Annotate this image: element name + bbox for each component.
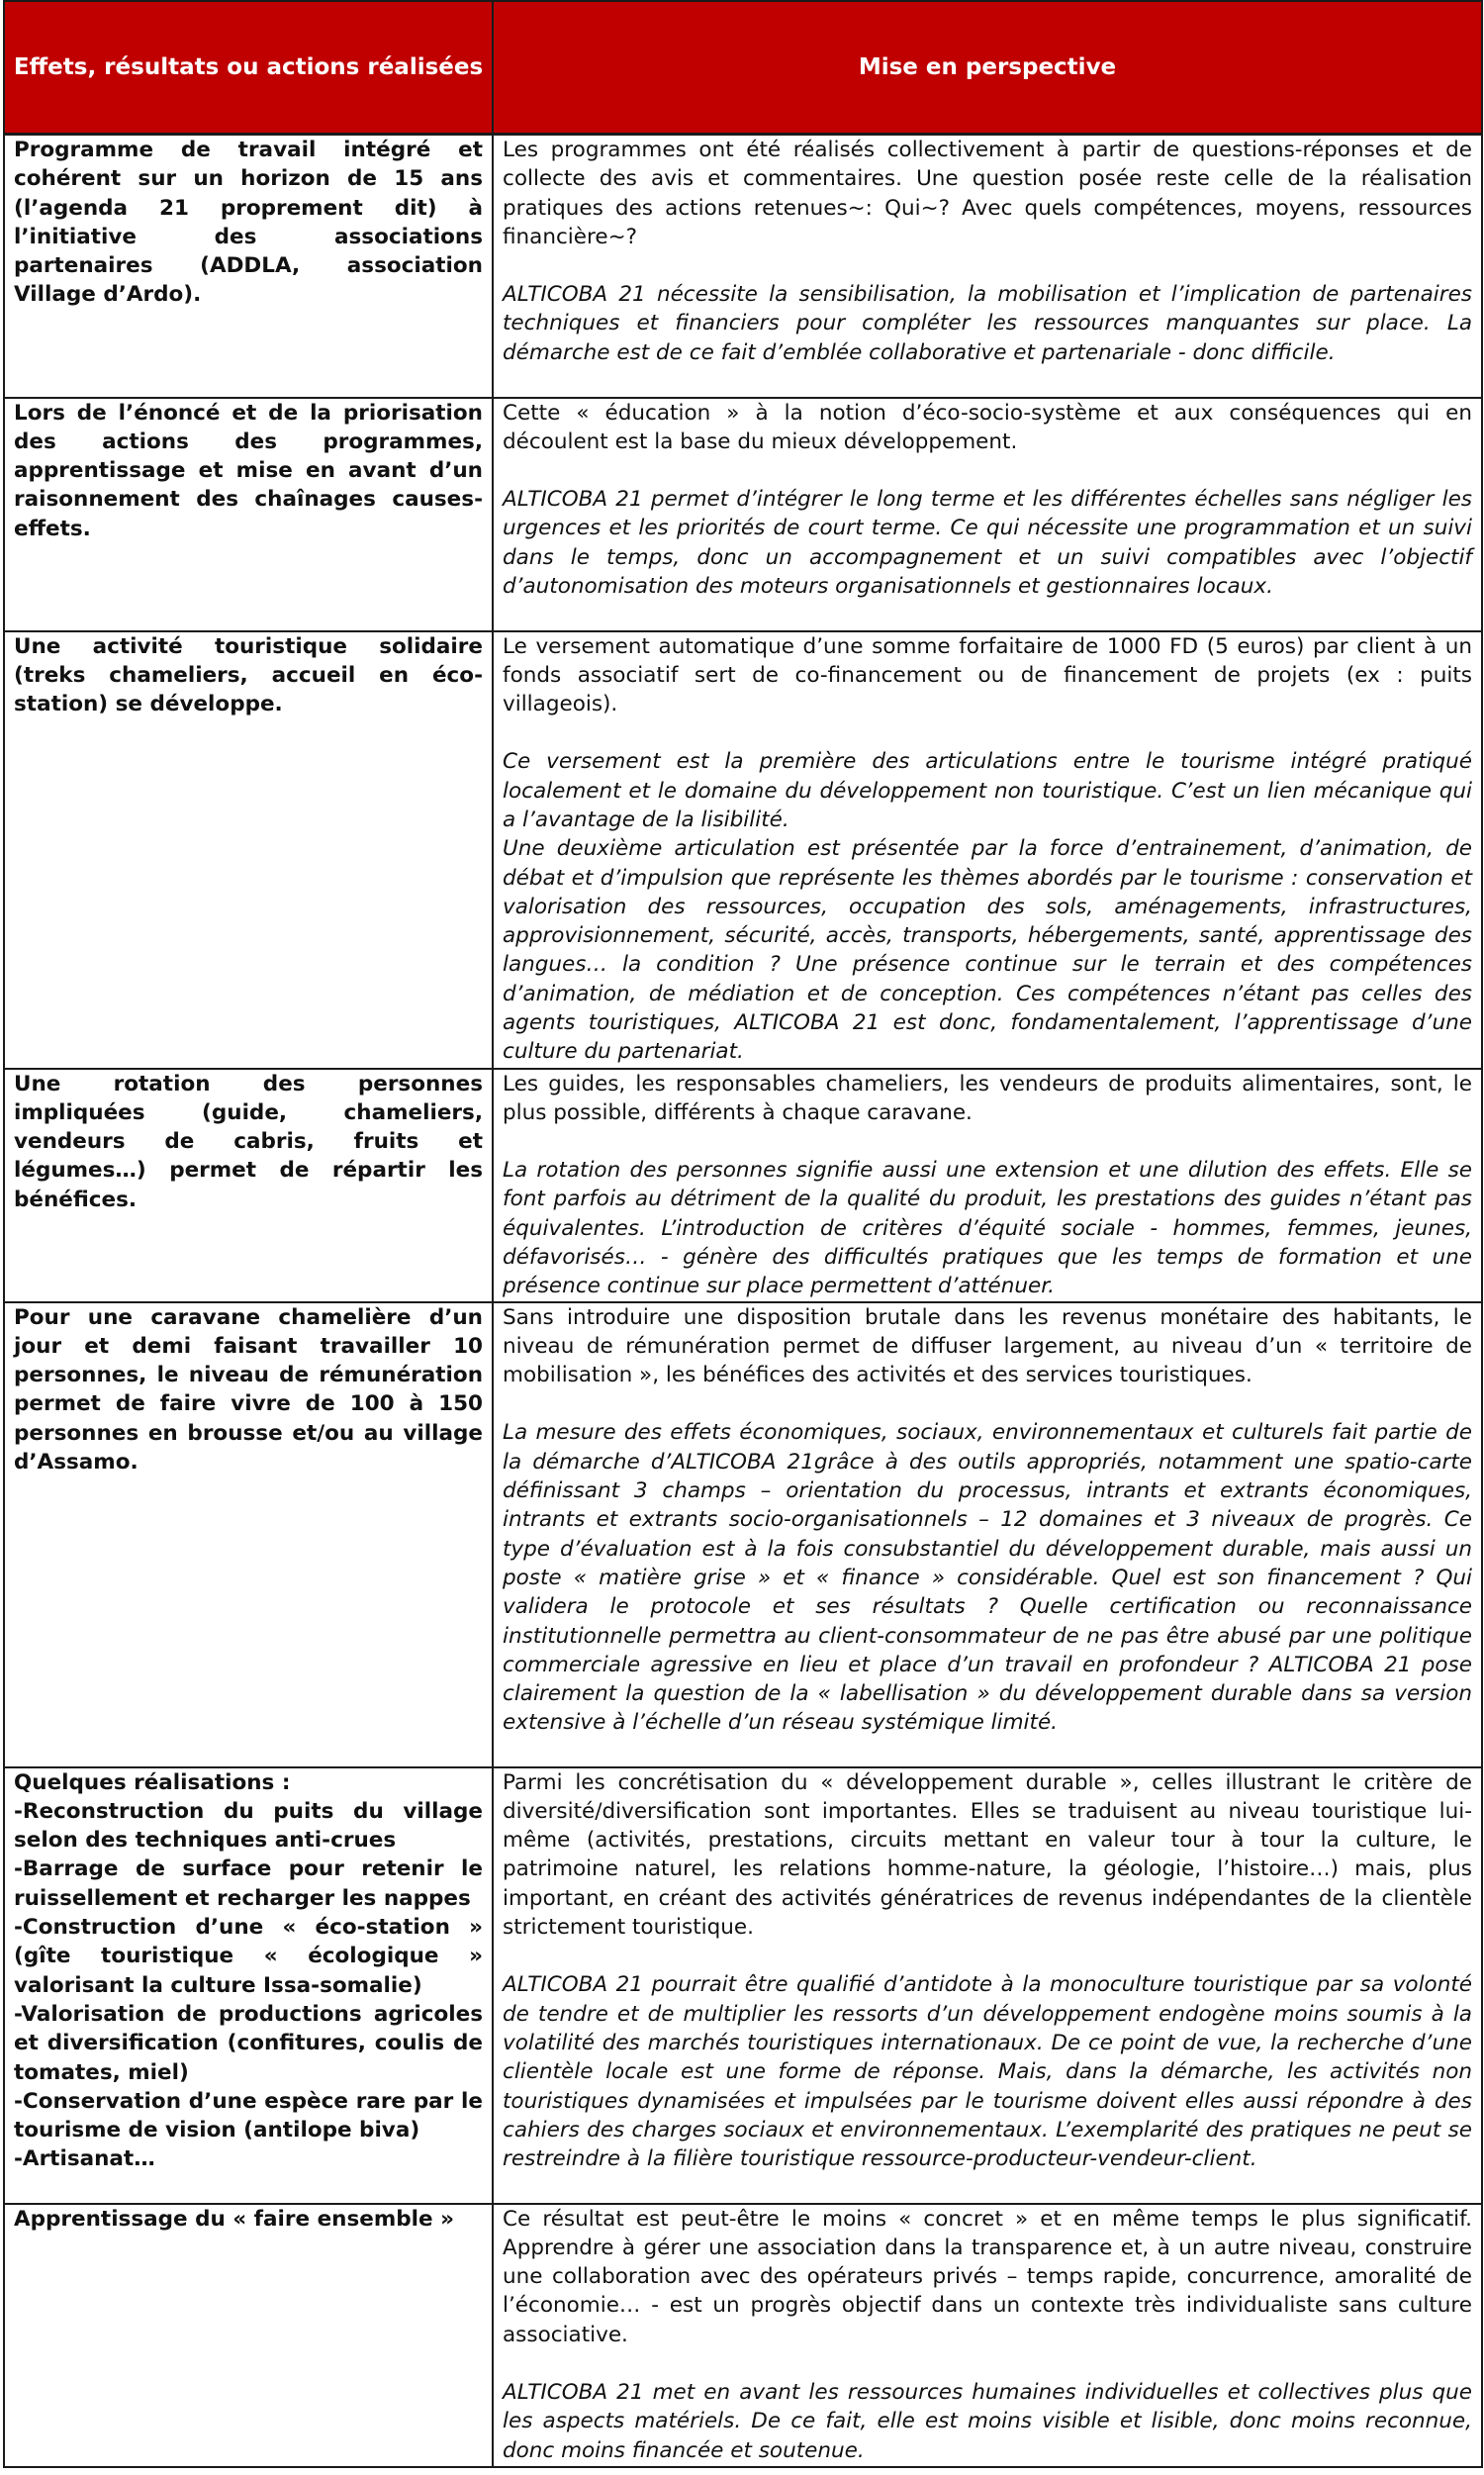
effect-text: Programme de travail intégré et cohérent sur un horizon de 15 ans (l’agenda 21 proprement dit) à l’initiative des associations partenaires (ADDLA, association Village d’Ardo). [14,138,483,308]
realisation-item: -Conservation d’une espèce rare par le tourisme de vision (antilope biva) [14,2088,483,2143]
effect-cell [4,631,493,1069]
perspective-paragraph: Cette « éducation » à la notion d’éco-socio-système et aux conséquences qui en découlent est la base du mieux développement. [503,400,1472,454]
perspective-cell [493,398,1482,631]
perspective-cell [493,1302,1482,1767]
header-effets: Effets, résultats ou actions réalisées [4,1,493,135]
perspective-paragraph: Les guides, les responsables chameliers, les vendeurs de produits alimentaires, sont, le plus possible, différents à chaque caravane. [503,1071,1472,1125]
table-row [4,135,1482,398]
effect-cell [4,398,493,631]
perspective-cell [493,1767,1482,2204]
perspective-table [3,0,1483,2468]
realisation-item: -Artisanat… [14,2146,155,2172]
table-row [4,631,1482,1069]
perspective-paragraph: ALTICOBA 21 pourrait être qualifié d’antidote à la monoculture touristique par sa volonté de tendre et de multiplier les ressorts d’un développement endogène moins soumis à la volatilité des marchés touristiques internationaux. De ce point de vue, la recherche d’une clientèle locale est une forme de réponse. Mais, dans la démarche, les activités non touristiques dynamisées et impulsées par le tourisme doivent elles aussi répondre à des cahiers des charges sociaux et environnementaux. L’exemplarité des pratiques ne peut se restreindre à la filière touristique ressource-producteur-vendeur-client. [503,1972,1472,2172]
perspective-paragraph: Ce résultat est peut-être le moins « concret » et en même temps le plus significatif. Apprendre à gérer une association dans la transparence et, à un autre niveau, construire une collaboration avec des opérateurs privés – temps rapide, concurrence, amoralité de l’économie… - est un progrès objectif dans un contexte très individualiste sans culture associative. [503,2206,1472,2347]
perspective-cell [493,631,1482,1069]
perspective-paragraph: Les programmes ont été réalisés collectivement à partir de questions-réponses et de collecte des avis et commentaires. Une question posée reste celle de la réalisation pratiques des actions retenues~: Qui~? Avec quels compétences, moyens, ressources financière~? [503,138,1472,249]
perspective-paragraph: La rotation des personnes signifie aussi une extension et une dilution des effets. Elle se font parfois au détriment de la qualité du produit, les prestations des guides n’étant pas équivalentes. L’introduction de critères d’équité sociale - hommes, femmes, jeunes, défavorisés… - génère des difficultés pratiques que les temps de formation et une présence continue sur place permettent d’atténuer. [503,1158,1472,1299]
realisation-item: -Valorisation de productions agricoles et diversification (confitures, coulis de tomates, miel) [14,2001,483,2085]
realisations-heading: Quelques réalisations : [14,1769,291,1795]
perspective-cell [493,2204,1482,2467]
effect-cell [4,2204,493,2467]
effect-cell [4,1767,493,2204]
perspective-paragraph: ALTICOBA 21 met en avant les ressources humaines individuelles et collectives plus que les aspects matériels. De ce fait, elle est moins visible et lisible, donc moins reconnue, donc moins financée et soutenue. [503,2380,1472,2463]
table-row [4,1767,1482,2204]
perspective-paragraph: ALTICOBA 21 nécessite la sensibilisation, la mobilisation et l’implication de partenaires techniques et financiers pour compléter les ressources manquantes sur place. La démarche est de ce fait d’emblée collaborative et partenariale - donc difficile. [503,282,1472,365]
perspective-paragraph: Une deuxième articulation est présentée par la force d’entrainement, d’animation, de débat et d’impulsion que représente les thèmes abordés par le tourisme : conservation et valorisation des ressources, occupation des sols, aménagements, infrastructures, approvisionnement, sécurité, accès, transports, hébergements, santé, apprentissage des langues… la condition ? Une présence continue sur le terrain et des compétences d’animation, de médiation et de conception. Ces compétences n’étant pas celles des agents touristiques, ALTICOBA 21 est donc, fondamentalement, l’apprentissage d’une culture du partenariat. [503,836,1472,1065]
table-row [4,1302,1482,1767]
perspective-cell [493,1069,1482,1302]
perspective-paragraph: La mesure des effets économiques, sociaux, environnementaux et culturels fait partie de la démarche d’ALTICOBA 21grâce à des outils appropriés, notamment une spatio-carte définissant 3 champs – orientation du processus, intrants et extrants économiques, intrants et extrants socio-organisationnels – 12 domaines et 3 niveaux de progrès. Ce type d’évaluation est à la fois consubstantiel du développement durable, mais aussi un poste « matière grise » et « finance » considérable. Quel est son financement ? Qui validera le protocole et ses résultats ? Quelle certification ou reconnaissance institutionnelle permettra au client-consommateur de ne pas être abusé par une politique commerciale agressive en lieu et place d’un travail en profondeur ? ALTICOBA 21 pose clairement la question de la « labellisation » du développement durable dans sa version extensive à l’échelle d’un réseau systémique limité. [503,1420,1472,1736]
effect-cell [4,1302,493,1767]
table-row [4,2204,1482,2467]
table-header-row [4,1,1482,135]
perspective-paragraph: Sans introduire une disposition brutale dans les revenus monétaire des habitants, le niveau de rémunération permet de diffuser largement, au niveau d’un « territoire de mobilisation », les bénéfices des activités et des services touristiques. [503,1304,1472,1388]
effect-cell [4,1069,493,1302]
header-perspective: Mise en perspective [493,1,1482,135]
perspective-paragraph: Ce versement est la première des articulations entre le tourisme intégré pratiqué localement et le domaine du développement non touristique. C’est un lien mécanique qui a l’avantage de la lisibilité. [503,749,1472,832]
perspective-paragraph: Le versement automatique d’une somme forfaitaire de 1000 FD (5 euros) par client à un fonds associatif sert de co-financement ou de financement de projets (ex : puits villageois). [503,633,1472,717]
realisation-item: -Construction d’une « éco-station » (gîte touristique « écologique » valorisant la culture Issa-somalie) [14,1915,483,1998]
realisation-item: -Barrage de surface pour retenir le ruissellement et recharger les nappes [14,1856,483,1911]
perspective-paragraph: ALTICOBA 21 permet d’intégrer le long terme et les différentes échelles sans négliger les urgences et les priorités de court terme. Ce qui nécessite une programmation et un suivi dans le temps, donc un accompagnement et un suivi compatibles avec l’objectif d’autonomisation des moteurs organisationnels et gestionnaires locaux. [503,487,1472,599]
perspective-paragraph: Parmi les concrétisation du « développement durable », celles illustrant le critère de diversité/diversification sont importantes. Elles se traduisent au niveau touristique lui-même (activités, prestations, circuits mettant en valeur tour à tour la culture, le patrimoine naturel, les relations homme-nature, la géologie, l’histoire…) mais, plus important, en créant des activités génératrices de revenus indépendantes de la clientèle strictement touristique. [503,1769,1472,1941]
realisation-item: -Reconstruction du puits du village selon des techniques anti-crues [14,1798,483,1854]
effect-text: Lors de l’énoncé et de la priorisation des actions des programmes, apprentissage et mise en avant d’un raisonnement des chaînages causes-effets. [14,400,483,541]
table-row [4,1069,1482,1302]
perspective-cell [493,135,1482,398]
effect-text: Une rotation des personnes impliquées (guide, chameliers, vendeurs de cabris, fruits et légumes…) permet de répartir les bénéfices. [14,1071,483,1212]
effect-cell [4,135,493,398]
effect-text: Pour une caravane chamelière d’un jour et demi faisant travailler 10 personnes, le niveau de rémunération permet de faire vivre de 100 à 150 personnes en brousse et/ou au village d’Assamo. [14,1304,483,1475]
effect-text: Apprentissage du « faire ensemble » [14,2206,454,2232]
effect-text: Une activité touristique solidaire (treks chameliers, accueil en éco-station) se développe. [14,633,483,717]
table-row [4,398,1482,631]
